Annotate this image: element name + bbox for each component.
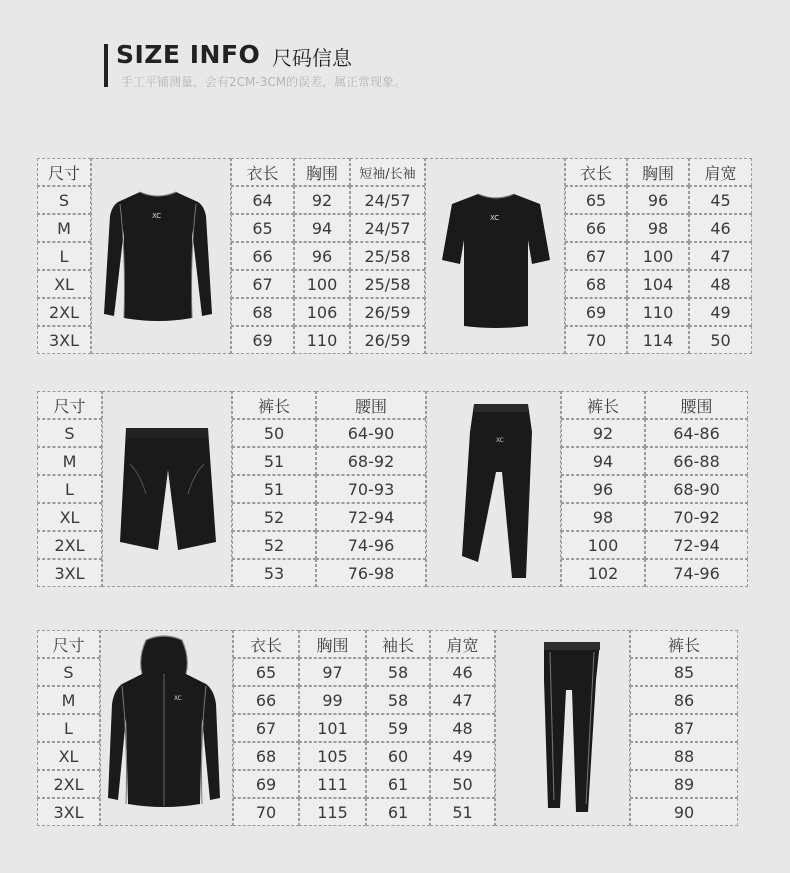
table-cell: 58: [366, 686, 430, 714]
size-label: XL: [37, 503, 102, 531]
table-cell: 67: [565, 242, 627, 270]
size-label: L: [37, 714, 100, 742]
table-cell: 68-92: [316, 447, 426, 475]
column-header: 裤长: [630, 630, 738, 658]
svg-text:XC: XC: [490, 214, 500, 222]
table-cell: 70-92: [645, 503, 748, 531]
page-title: SIZE INFO: [116, 40, 261, 69]
table-cell: 100: [294, 270, 350, 298]
table-cell: 115: [299, 798, 366, 826]
table-cell: 104: [627, 270, 689, 298]
table-cell: 88: [630, 742, 738, 770]
table-cell: 111: [299, 770, 366, 798]
column-header: 衣长: [231, 158, 294, 186]
column-header: 裤长: [561, 391, 645, 419]
size-label: 3XL: [37, 326, 91, 354]
hooded-jacket-image: [104, 634, 224, 810]
table-cell: 70: [233, 798, 299, 826]
table-cell: 67: [231, 270, 294, 298]
short-sleeve-shirt-image: [440, 190, 552, 330]
table-cell: 98: [627, 214, 689, 242]
table-cell: 92: [294, 186, 350, 214]
table-cell: 25/58: [350, 242, 425, 270]
table-cell: 99: [299, 686, 366, 714]
table-cell: 46: [689, 214, 752, 242]
column-header: 短袖/长袖: [350, 158, 425, 186]
table-cell: 87: [630, 714, 738, 742]
table-cell: 110: [294, 326, 350, 354]
table-cell: 106: [294, 298, 350, 326]
table-cell: 74-96: [316, 531, 426, 559]
table-cell: 26/59: [350, 298, 425, 326]
size-header: 尺寸: [37, 630, 100, 658]
table-cell: 105: [299, 742, 366, 770]
table-cell: 49: [430, 742, 495, 770]
column-header: 裤长: [232, 391, 316, 419]
table-cell: 51: [232, 475, 316, 503]
table-cell: 68-90: [645, 475, 748, 503]
table-cell: 110: [627, 298, 689, 326]
size-label: S: [37, 658, 100, 686]
size-header: 尺寸: [37, 391, 102, 419]
table-cell: 96: [627, 186, 689, 214]
column-header: 胸围: [299, 630, 366, 658]
table-cell: 86: [630, 686, 738, 714]
table-cell: 70-93: [316, 475, 426, 503]
table-cell: 49: [689, 298, 752, 326]
table-cell: 60: [366, 742, 430, 770]
table-cell: 61: [366, 798, 430, 826]
table-cell: 89: [630, 770, 738, 798]
table-cell: 94: [561, 447, 645, 475]
column-header: 胸围: [627, 158, 689, 186]
table-cell: 70: [565, 326, 627, 354]
table-cell: 64-90: [316, 419, 426, 447]
svg-text:XC: XC: [496, 437, 504, 444]
column-header: 肩宽: [689, 158, 752, 186]
size-label: M: [37, 686, 100, 714]
size-label: 2XL: [37, 770, 100, 798]
long-pants-image: [452, 402, 542, 582]
svg-text:XC: XC: [152, 212, 162, 220]
table-cell: 114: [627, 326, 689, 354]
size-label: L: [37, 475, 102, 503]
table-cell: 96: [294, 242, 350, 270]
table-cell: 53: [232, 559, 316, 587]
table-cell: 69: [233, 770, 299, 798]
table-cell: 68: [565, 270, 627, 298]
table-cell: 67: [233, 714, 299, 742]
compression-tights-image: [536, 640, 608, 816]
size-label: 2XL: [37, 531, 102, 559]
table-cell: 69: [231, 326, 294, 354]
table-cell: 68: [233, 742, 299, 770]
page-title-zh: 尺码信息: [272, 46, 352, 70]
table-cell: 25/58: [350, 270, 425, 298]
size-label: M: [37, 447, 102, 475]
table-cell: 69: [565, 298, 627, 326]
column-header: 衣长: [565, 158, 627, 186]
table-cell: 66-88: [645, 447, 748, 475]
size-label: L: [37, 242, 91, 270]
column-header: 腰围: [316, 391, 426, 419]
table-cell: 102: [561, 559, 645, 587]
size-label: XL: [37, 742, 100, 770]
table-cell: 51: [232, 447, 316, 475]
header-bar: [104, 44, 108, 87]
column-header: 衣长: [233, 630, 299, 658]
size-label: 2XL: [37, 298, 91, 326]
table-cell: 58: [366, 658, 430, 686]
table-cell: 52: [232, 503, 316, 531]
size-label: XL: [37, 270, 91, 298]
page-subtitle: 手工平铺测量，会有2CM-3CM的误差，属正常现象。: [121, 75, 407, 89]
column-header: 腰围: [645, 391, 748, 419]
table-cell: 85: [630, 658, 738, 686]
table-cell: 59: [366, 714, 430, 742]
size-label: M: [37, 214, 91, 242]
table-cell: 98: [561, 503, 645, 531]
table-cell: 100: [627, 242, 689, 270]
size-label: S: [37, 419, 102, 447]
table-cell: 66: [233, 686, 299, 714]
long-sleeve-shirt-image: [100, 186, 216, 332]
table-cell: 24/57: [350, 186, 425, 214]
svg-text:XC: XC: [174, 695, 182, 702]
size-label: 3XL: [37, 559, 102, 587]
table-cell: 52: [232, 531, 316, 559]
table-cell: 74-96: [645, 559, 748, 587]
table-cell: 66: [565, 214, 627, 242]
shorts-image: [116, 424, 218, 552]
table-cell: 61: [366, 770, 430, 798]
table-cell: 24/57: [350, 214, 425, 242]
table-cell: 94: [294, 214, 350, 242]
table-cell: 97: [299, 658, 366, 686]
table-cell: 45: [689, 186, 752, 214]
table-cell: 72-94: [645, 531, 748, 559]
table-cell: 64-86: [645, 419, 748, 447]
table-cell: 47: [430, 686, 495, 714]
size-label: 3XL: [37, 798, 100, 826]
table-cell: 48: [430, 714, 495, 742]
table-cell: 46: [430, 658, 495, 686]
table-cell: 26/59: [350, 326, 425, 354]
table-cell: 50: [430, 770, 495, 798]
table-cell: 65: [231, 214, 294, 242]
table-cell: 50: [689, 326, 752, 354]
table-cell: 101: [299, 714, 366, 742]
table-cell: 51: [430, 798, 495, 826]
size-label: S: [37, 186, 91, 214]
table-cell: 96: [561, 475, 645, 503]
table-cell: 72-94: [316, 503, 426, 531]
table-cell: 64: [231, 186, 294, 214]
table-cell: 48: [689, 270, 752, 298]
table-cell: 65: [565, 186, 627, 214]
table-cell: 66: [231, 242, 294, 270]
table-cell: 65: [233, 658, 299, 686]
table-cell: 47: [689, 242, 752, 270]
table-cell: 100: [561, 531, 645, 559]
table-cell: 50: [232, 419, 316, 447]
size-header: 尺寸: [37, 158, 91, 186]
table-cell: 92: [561, 419, 645, 447]
column-header: 袖长: [366, 630, 430, 658]
table-cell: 76-98: [316, 559, 426, 587]
table-cell: 90: [630, 798, 738, 826]
column-header: 肩宽: [430, 630, 495, 658]
table-cell: 68: [231, 298, 294, 326]
column-header: 胸围: [294, 158, 350, 186]
